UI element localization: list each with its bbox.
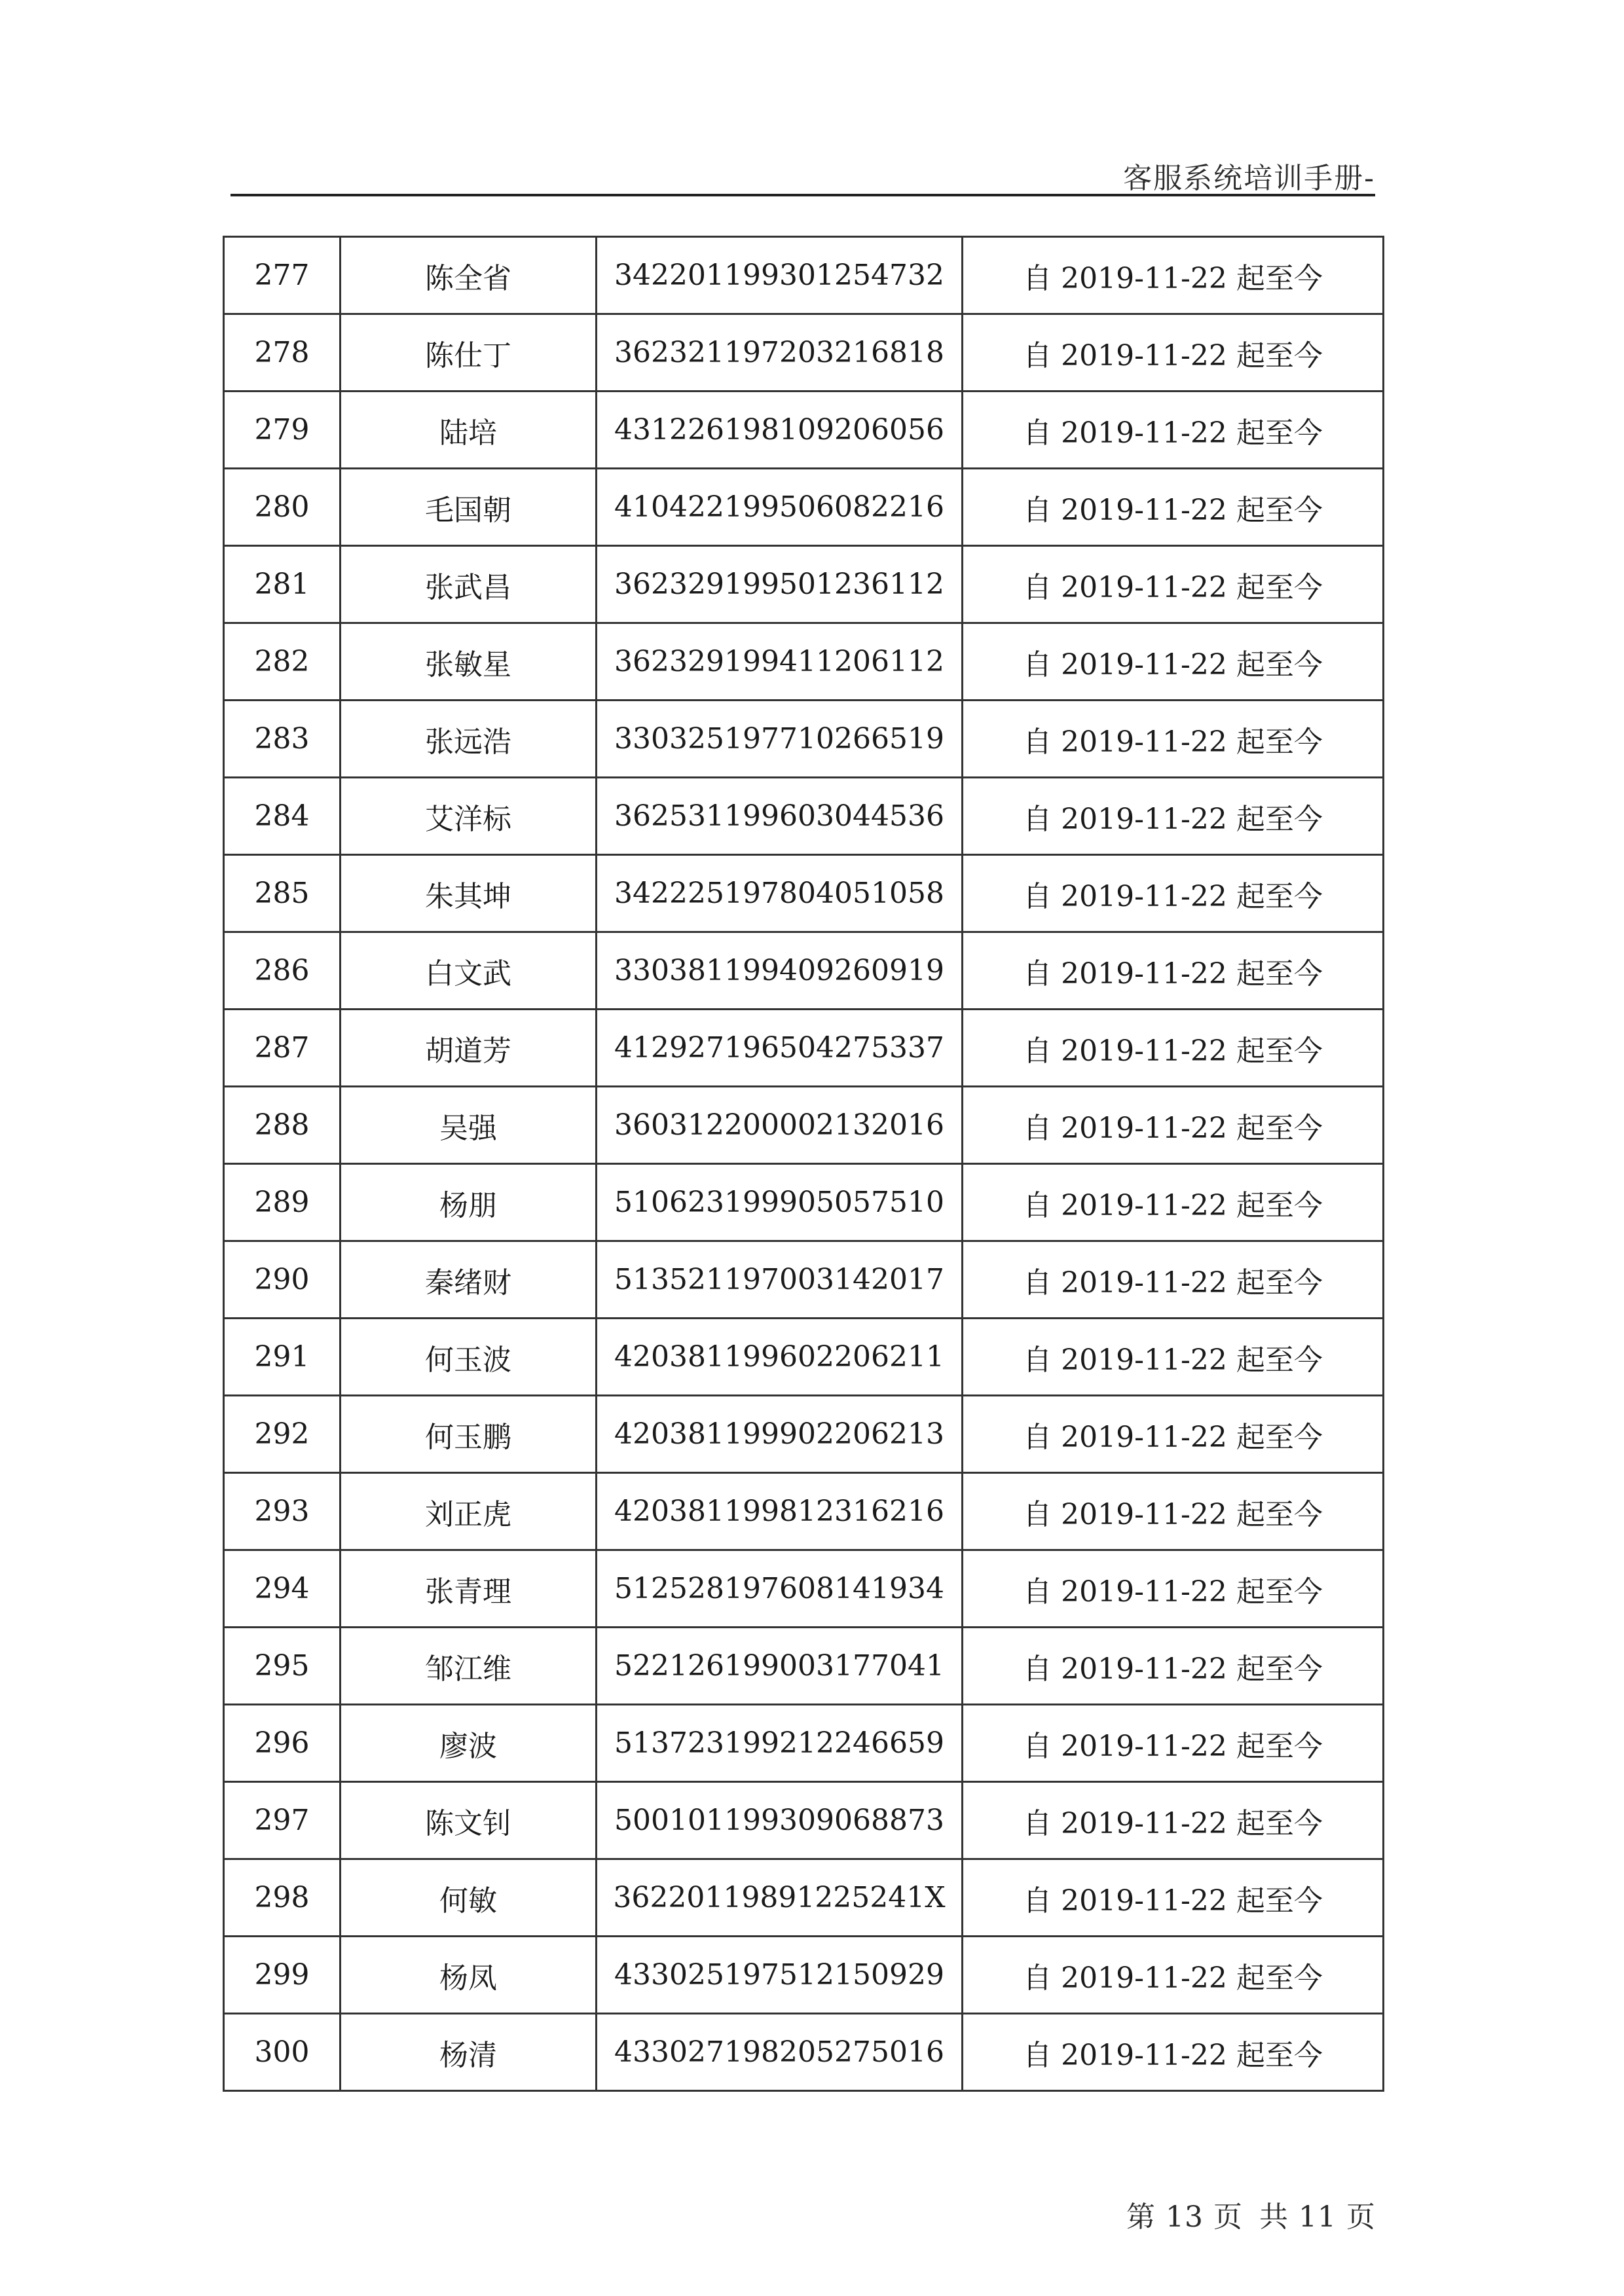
period-cell: 自 2019-11-22 起至今 <box>963 932 1384 1010</box>
table-row <box>224 1859 1384 1937</box>
period-cell: 自 2019-11-22 起至今 <box>963 392 1384 469</box>
name-cell: 陈文钊 <box>341 1782 597 1859</box>
table-row <box>224 1319 1384 1396</box>
table-row <box>224 546 1384 623</box>
table-row <box>224 778 1384 855</box>
table-row <box>224 1087 1384 1164</box>
period-cell: 自 2019-11-22 起至今 <box>963 1319 1384 1396</box>
name-cell: 何玉波 <box>341 1319 597 1396</box>
id-number-cell: 431226198109206056 <box>597 392 963 469</box>
roster-table-body <box>224 237 1384 2091</box>
id-number-cell: 433025197512150929 <box>597 1937 963 2014</box>
id-number-cell: 513723199212246659 <box>597 1705 963 1782</box>
table-row <box>224 1010 1384 1087</box>
name-cell: 邹江维 <box>341 1628 597 1705</box>
header-divider <box>231 194 1375 196</box>
name-cell: 何敏 <box>341 1859 597 1937</box>
name-cell: 陈仕丁 <box>341 314 597 392</box>
row-number-cell: 277 <box>224 237 341 314</box>
name-cell: 艾洋标 <box>341 778 597 855</box>
page-total-label: 共 11 页 <box>1259 2200 1376 2234</box>
id-number-cell: 512528197608141934 <box>597 1550 963 1628</box>
table-row <box>224 1705 1384 1782</box>
row-number-cell: 292 <box>224 1396 341 1473</box>
id-number-cell: 513521197003142017 <box>597 1241 963 1319</box>
period-cell: 自 2019-11-22 起至今 <box>963 1859 1384 1937</box>
page-number-label: 第 13 页 <box>1126 2200 1243 2234</box>
row-number-cell: 279 <box>224 392 341 469</box>
id-number-cell: 410422199506082216 <box>597 469 963 546</box>
id-number-cell: 420381199902206213 <box>597 1396 963 1473</box>
period-cell: 自 2019-11-22 起至今 <box>963 1705 1384 1782</box>
row-number-cell: 286 <box>224 932 341 1010</box>
table-row <box>224 1550 1384 1628</box>
table-row <box>224 1628 1384 1705</box>
row-number-cell: 291 <box>224 1319 341 1396</box>
id-number-cell: 36220119891225241X <box>597 1859 963 1937</box>
id-number-cell: 362329199411206112 <box>597 623 963 701</box>
name-cell: 廖波 <box>341 1705 597 1782</box>
table-row <box>224 701 1384 778</box>
name-cell: 吴强 <box>341 1087 597 1164</box>
name-cell: 张远浩 <box>341 701 597 778</box>
period-cell: 自 2019-11-22 起至今 <box>963 1473 1384 1550</box>
name-cell: 杨清 <box>341 2014 597 2091</box>
name-cell: 杨朋 <box>341 1164 597 1241</box>
period-cell: 自 2019-11-22 起至今 <box>963 1241 1384 1319</box>
row-number-cell: 293 <box>224 1473 341 1550</box>
period-cell: 自 2019-11-22 起至今 <box>963 778 1384 855</box>
name-cell: 白文武 <box>341 932 597 1010</box>
row-number-cell: 297 <box>224 1782 341 1859</box>
roster-table-container <box>223 236 1378 2092</box>
name-cell: 刘正虎 <box>341 1473 597 1550</box>
name-cell: 张敏星 <box>341 623 597 701</box>
id-number-cell: 342225197804051058 <box>597 855 963 932</box>
period-cell: 自 2019-11-22 起至今 <box>963 1550 1384 1628</box>
name-cell: 张青理 <box>341 1550 597 1628</box>
period-cell: 自 2019-11-22 起至今 <box>963 314 1384 392</box>
table-row <box>224 469 1384 546</box>
document-header-title: 客服系统培训手册- <box>1123 162 1375 195</box>
row-number-cell: 288 <box>224 1087 341 1164</box>
id-number-cell: 362321197203216818 <box>597 314 963 392</box>
row-number-cell: 289 <box>224 1164 341 1241</box>
id-number-cell: 522126199003177041 <box>597 1628 963 1705</box>
roster-table <box>223 236 1384 2092</box>
period-cell: 自 2019-11-22 起至今 <box>963 1628 1384 1705</box>
period-cell: 自 2019-11-22 起至今 <box>963 1164 1384 1241</box>
row-number-cell: 300 <box>224 2014 341 2091</box>
period-cell: 自 2019-11-22 起至今 <box>963 623 1384 701</box>
name-cell: 陈全省 <box>341 237 597 314</box>
table-row <box>224 237 1384 314</box>
period-cell: 自 2019-11-22 起至今 <box>963 701 1384 778</box>
name-cell: 朱其坤 <box>341 855 597 932</box>
table-row <box>224 314 1384 392</box>
id-number-cell: 360312200002132016 <box>597 1087 963 1164</box>
id-number-cell: 420381199812316216 <box>597 1473 963 1550</box>
table-row <box>224 1164 1384 1241</box>
row-number-cell: 298 <box>224 1859 341 1937</box>
name-cell: 胡道芳 <box>341 1010 597 1087</box>
row-number-cell: 278 <box>224 314 341 392</box>
table-row <box>224 932 1384 1010</box>
name-cell: 张武昌 <box>341 546 597 623</box>
table-row <box>224 2014 1384 2091</box>
period-cell: 自 2019-11-22 起至今 <box>963 546 1384 623</box>
name-cell: 何玉鹏 <box>341 1396 597 1473</box>
id-number-cell: 412927196504275337 <box>597 1010 963 1087</box>
table-row <box>224 1782 1384 1859</box>
table-row <box>224 392 1384 469</box>
row-number-cell: 282 <box>224 623 341 701</box>
row-number-cell: 280 <box>224 469 341 546</box>
period-cell: 自 2019-11-22 起至今 <box>963 469 1384 546</box>
period-cell: 自 2019-11-22 起至今 <box>963 1937 1384 2014</box>
table-row <box>224 1937 1384 2014</box>
period-cell: 自 2019-11-22 起至今 <box>963 2014 1384 2091</box>
id-number-cell: 362531199603044536 <box>597 778 963 855</box>
table-row <box>224 855 1384 932</box>
row-number-cell: 294 <box>224 1550 341 1628</box>
id-number-cell: 330381199409260919 <box>597 932 963 1010</box>
table-row <box>224 623 1384 701</box>
page-footer <box>1126 2193 1382 2235</box>
period-cell: 自 2019-11-22 起至今 <box>963 237 1384 314</box>
id-number-cell: 330325197710266519 <box>597 701 963 778</box>
table-row <box>224 1473 1384 1550</box>
id-number-cell: 433027198205275016 <box>597 2014 963 2091</box>
row-number-cell: 283 <box>224 701 341 778</box>
name-cell: 秦绪财 <box>341 1241 597 1319</box>
row-number-cell: 299 <box>224 1937 341 2014</box>
table-row <box>224 1396 1384 1473</box>
row-number-cell: 296 <box>224 1705 341 1782</box>
id-number-cell: 362329199501236112 <box>597 546 963 623</box>
row-number-cell: 285 <box>224 855 341 932</box>
id-number-cell: 420381199602206211 <box>597 1319 963 1396</box>
period-cell: 自 2019-11-22 起至今 <box>963 855 1384 932</box>
name-cell: 毛国朝 <box>341 469 597 546</box>
row-number-cell: 287 <box>224 1010 341 1087</box>
period-cell: 自 2019-11-22 起至今 <box>963 1010 1384 1087</box>
row-number-cell: 295 <box>224 1628 341 1705</box>
id-number-cell: 500101199309068873 <box>597 1782 963 1859</box>
row-number-cell: 281 <box>224 546 341 623</box>
name-cell: 陆培 <box>341 392 597 469</box>
id-number-cell: 510623199905057510 <box>597 1164 963 1241</box>
row-number-cell: 290 <box>224 1241 341 1319</box>
table-row <box>224 1241 1384 1319</box>
period-cell: 自 2019-11-22 起至今 <box>963 1087 1384 1164</box>
name-cell: 杨凤 <box>341 1937 597 2014</box>
id-number-cell: 342201199301254732 <box>597 237 963 314</box>
period-cell: 自 2019-11-22 起至今 <box>963 1782 1384 1859</box>
period-cell: 自 2019-11-22 起至今 <box>963 1396 1384 1473</box>
row-number-cell: 284 <box>224 778 341 855</box>
